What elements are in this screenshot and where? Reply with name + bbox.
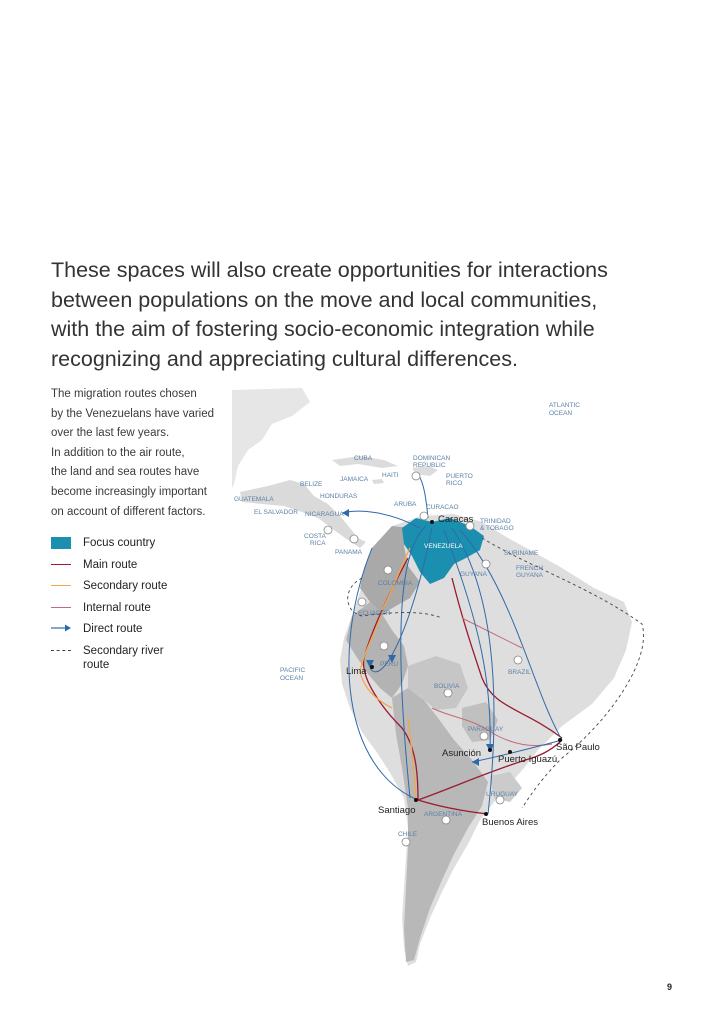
country-label: RICA bbox=[310, 540, 326, 547]
intro-line: by the Venezuelans have varied bbox=[51, 407, 215, 420]
map-svg bbox=[232, 388, 662, 978]
country-label: BRAZIL bbox=[508, 669, 531, 676]
legend-direct-route bbox=[51, 621, 201, 643]
brazil-marker bbox=[514, 656, 522, 664]
country-label: BELIZE bbox=[300, 481, 323, 488]
peru-marker bbox=[380, 642, 388, 650]
headline-line: These spaces will also create opportunities for interactions bbox=[51, 258, 608, 282]
country-label: ARUBA bbox=[394, 501, 417, 508]
legend-secondary-river-route bbox=[51, 643, 201, 677]
country-label: URUGUAY bbox=[486, 791, 519, 798]
bolivia-marker bbox=[444, 689, 452, 697]
migration-routes-map bbox=[232, 388, 662, 978]
country-label: CUBA bbox=[354, 455, 373, 462]
curacao-marker bbox=[420, 512, 428, 520]
country-label: FRENCH bbox=[516, 565, 544, 572]
city-label-asuncion: Asunción bbox=[442, 748, 482, 759]
country-label: SURINAME bbox=[504, 550, 539, 557]
city-label-sao-paulo: São Paulo bbox=[556, 742, 600, 753]
country-label: PERU bbox=[380, 661, 399, 668]
ecuador-marker bbox=[358, 598, 366, 606]
country-label: REPUBLIC bbox=[413, 462, 446, 469]
pacific-ocean-label: PACIFIC bbox=[280, 667, 306, 674]
country-label: GUATEMALA bbox=[234, 496, 274, 503]
country-label: PARAGUAY bbox=[468, 726, 504, 733]
chile-marker bbox=[402, 838, 410, 846]
country-label: RICO bbox=[446, 480, 463, 487]
direct-route-line bbox=[418, 474, 428, 518]
legend-label-line: route bbox=[83, 658, 110, 671]
country-label: NICARAGUA bbox=[305, 511, 344, 518]
city-label-santiago: Santiago bbox=[378, 805, 416, 816]
intro-line: over the last few years. bbox=[51, 427, 170, 440]
headline-line: between populations on the move and local communities, bbox=[51, 287, 598, 312]
intro-paragraph bbox=[51, 385, 241, 522]
secondary-route-swatch bbox=[51, 585, 71, 586]
lima-point bbox=[370, 665, 374, 669]
country-label: GUYANA bbox=[516, 572, 543, 579]
intro-line: on account of different factors. bbox=[51, 505, 206, 518]
country-label: JAMAICA bbox=[340, 476, 369, 483]
city-label-puerto-iguazu: Puerto Iguazú bbox=[498, 754, 558, 765]
headline-line: recognizing and appreciating cultural differences. bbox=[51, 346, 518, 371]
country-label: PUERTO bbox=[446, 473, 473, 480]
country-label: HONDURAS bbox=[320, 493, 358, 500]
caracas-point bbox=[430, 520, 434, 524]
atlantic-ocean-label: OCEAN bbox=[549, 410, 573, 417]
country-label: BOLIVIA bbox=[434, 683, 460, 690]
city-label-caracas: Caracas bbox=[438, 514, 474, 525]
city-label-lima: Lima bbox=[346, 666, 367, 677]
intro-line: become increasingly important bbox=[51, 485, 207, 498]
country-label: COSTA bbox=[304, 533, 326, 540]
santiago-point bbox=[414, 798, 418, 802]
country-label: TRINIDAD bbox=[480, 518, 511, 525]
country-label: ECUADOR bbox=[358, 610, 391, 617]
main-route-swatch bbox=[51, 564, 71, 565]
country-label: GUYANA bbox=[460, 571, 487, 578]
buenos-aires-point bbox=[484, 812, 488, 816]
colombia-marker bbox=[384, 566, 392, 574]
legend-label-line: Secondary river bbox=[83, 644, 164, 657]
asuncion-point bbox=[488, 748, 492, 752]
legend-label bbox=[83, 644, 164, 672]
page-number: 9 bbox=[666, 982, 672, 992]
legend-main-route bbox=[51, 557, 201, 579]
country-label: HAITI bbox=[382, 472, 399, 479]
haiti-marker bbox=[412, 472, 420, 480]
pacific-ocean-label: OCEAN bbox=[280, 675, 304, 682]
legend-label: Main route bbox=[83, 558, 138, 571]
guyana-marker bbox=[482, 560, 490, 568]
legend-label: Direct route bbox=[83, 623, 143, 635]
headline bbox=[51, 256, 651, 374]
legend-label: Focus country bbox=[83, 537, 156, 549]
intro-line: In addition to the air route, bbox=[51, 446, 185, 459]
intro-line: the land and sea routes have bbox=[51, 466, 200, 479]
legend-label: Internal route bbox=[83, 601, 151, 614]
headline-line: with the aim of fostering socio-economic integration while bbox=[51, 317, 595, 341]
intro-line: The migration routes chosen bbox=[51, 388, 197, 400]
paraguay-marker bbox=[480, 732, 488, 740]
country-label: & TOBAGO bbox=[480, 525, 514, 532]
atlantic-ocean-label: ATLANTIC bbox=[549, 402, 580, 409]
country-label: EL SALVADOR bbox=[254, 509, 298, 516]
legend-secondary-route bbox=[51, 578, 201, 600]
jamaica-land bbox=[372, 479, 384, 484]
country-label: COLOMBIA bbox=[378, 580, 413, 587]
legend-internal-route bbox=[51, 600, 201, 622]
country-label: VENEZUELA bbox=[424, 543, 463, 550]
country-label: CHILE bbox=[398, 831, 418, 838]
country-label: PANAMA bbox=[335, 549, 362, 556]
north-america-land bbox=[232, 388, 310, 488]
map-legend bbox=[51, 535, 201, 677]
country-label: DOMINICAN bbox=[413, 455, 451, 462]
legend-focus-country bbox=[51, 535, 201, 557]
country-label: CURACAO bbox=[426, 504, 459, 511]
direct-route-arrow-icon bbox=[51, 621, 71, 635]
panama-marker bbox=[350, 535, 358, 543]
legend-label: Secondary route bbox=[83, 580, 168, 592]
internal-route-swatch bbox=[51, 607, 71, 608]
secondary-river-route-swatch bbox=[51, 650, 71, 651]
country-label: ARGENTINA bbox=[424, 811, 462, 818]
focus-country-swatch bbox=[51, 537, 71, 549]
city-label-buenos-aires: Buenos Aires bbox=[482, 817, 538, 828]
